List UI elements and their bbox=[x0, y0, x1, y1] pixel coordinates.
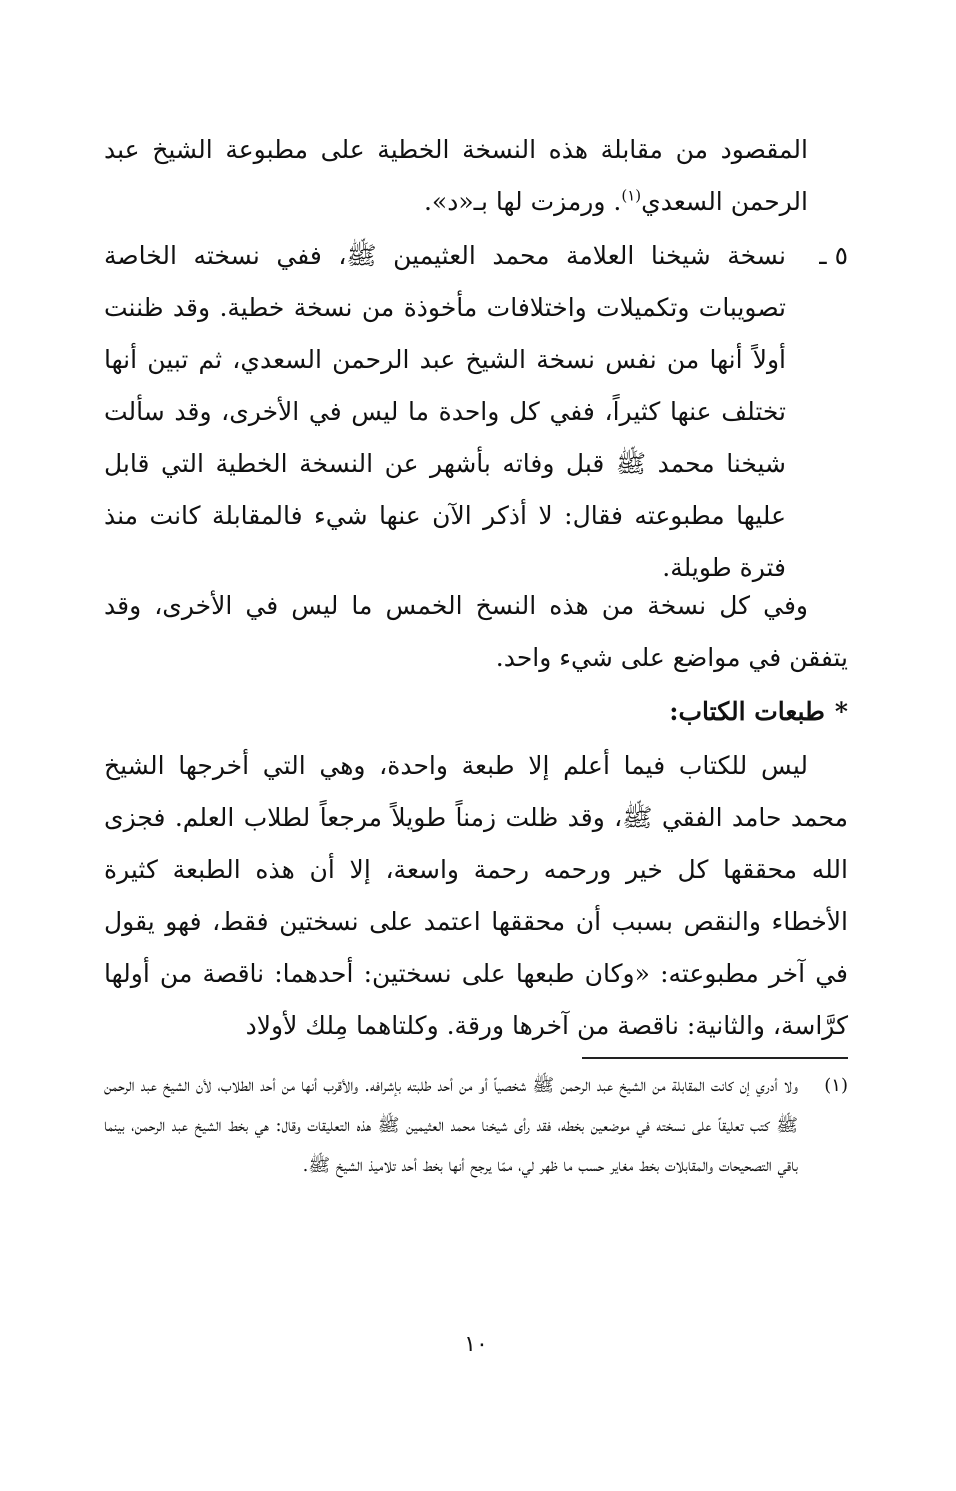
list-item-5 bbox=[104, 230, 848, 594]
section-heading-title: طبعات الكتاب: bbox=[669, 697, 825, 726]
paragraph-continuation bbox=[104, 124, 808, 228]
paragraph-editions: ليس للكتاب فيما أعلم إلا طبعة واحدة، وهي التي أخرجها الشيخ محمد حامد الفقي ﷺ، وقد ظلت زمناً طويلاً مرجعاً لطلاب العلم. فجزى الله محققها كل خير ورحمه رحمة واسعة، إلا أن هذه الطبعة كثيرة الأخطاء والنقص بسبب أن محققها اعتمد على نسختين فقط، فهو يقول في آخر مطبوعته: «وكان طبعها على نسختين: أحدهما: ناقصة من أولها كرَّاسة، والثانية: ناقصة من آخرها ورقة. وكلتاهما مِلك لأولاد bbox=[104, 751, 848, 1040]
footnote bbox=[104, 1066, 848, 1186]
asterisk-icon: * bbox=[834, 697, 848, 726]
footnote-text: ولا أدري إن كانت المقابلة من الشيخ عبد الرحمن ﷺ شخصياً أو من أحد طلبته بإشرافه. والأقرب أنها من أحد الطلاب، لأن الشيخ عبد الرحمن ﷺ كتب تعليقاً على نسخته في موضعين بخطه، فقد رأى شيخنا محمد العثيمين ﷺ هذه التعليقات وقال: هي بخط الشيخ عبد الرحمن، بينما باقي التصحيحات والمقابلات بخط مغاير حسب ما ظهر لي، ممّا يرجح أنها بخط أحد تلاميذ الشيخ ﷺ. bbox=[104, 1075, 798, 1176]
footnote-reference[interactable]: (١) bbox=[621, 186, 642, 205]
paragraph-1-text: المقصود من مقابلة هذه النسخة الخطية على مطبوعة الشيخ عبد الرحمن السعدي bbox=[104, 135, 808, 216]
footnote-number: (١) bbox=[824, 1075, 848, 1096]
section-heading bbox=[669, 690, 848, 734]
paragraph-1-end: . ورمزت لها بـ«د». bbox=[423, 187, 622, 216]
list-item-number: ٥ ـ bbox=[819, 241, 848, 270]
page-number: ١٠ bbox=[464, 1332, 488, 1357]
book-page bbox=[104, 0, 848, 1491]
paragraph-summary: وفي كل نسخة من هذه النسخ الخمس ما ليس في الأخرى، وقد يتفقن في مواضع على شيء واحد. bbox=[104, 591, 848, 672]
footnote-divider bbox=[582, 1057, 848, 1059]
list-item-text: نسخة شيخنا العلامة محمد العثيمين ﷺ، ففي نسخته الخاصة تصويبات وتكميلات واختلافات مأخوذة من نسخة خطية. وقد ظننت أولاً أنها من نفس نسخة الشيخ عبد الرحمن السعدي، ثم تبين أنها تختلف عنها كثيراً، ففي كل واحدة ما ليس في الأخرى، وقد سألت شيخنا محمد ﷺ قبل وفاته بأشهر عن النسخة الخطية التي قابل عليها مطبوعته فقال: لا أذكر الآن عنها شيء فالمقابلة كانت منذ فترة طويلة. bbox=[104, 241, 786, 582]
